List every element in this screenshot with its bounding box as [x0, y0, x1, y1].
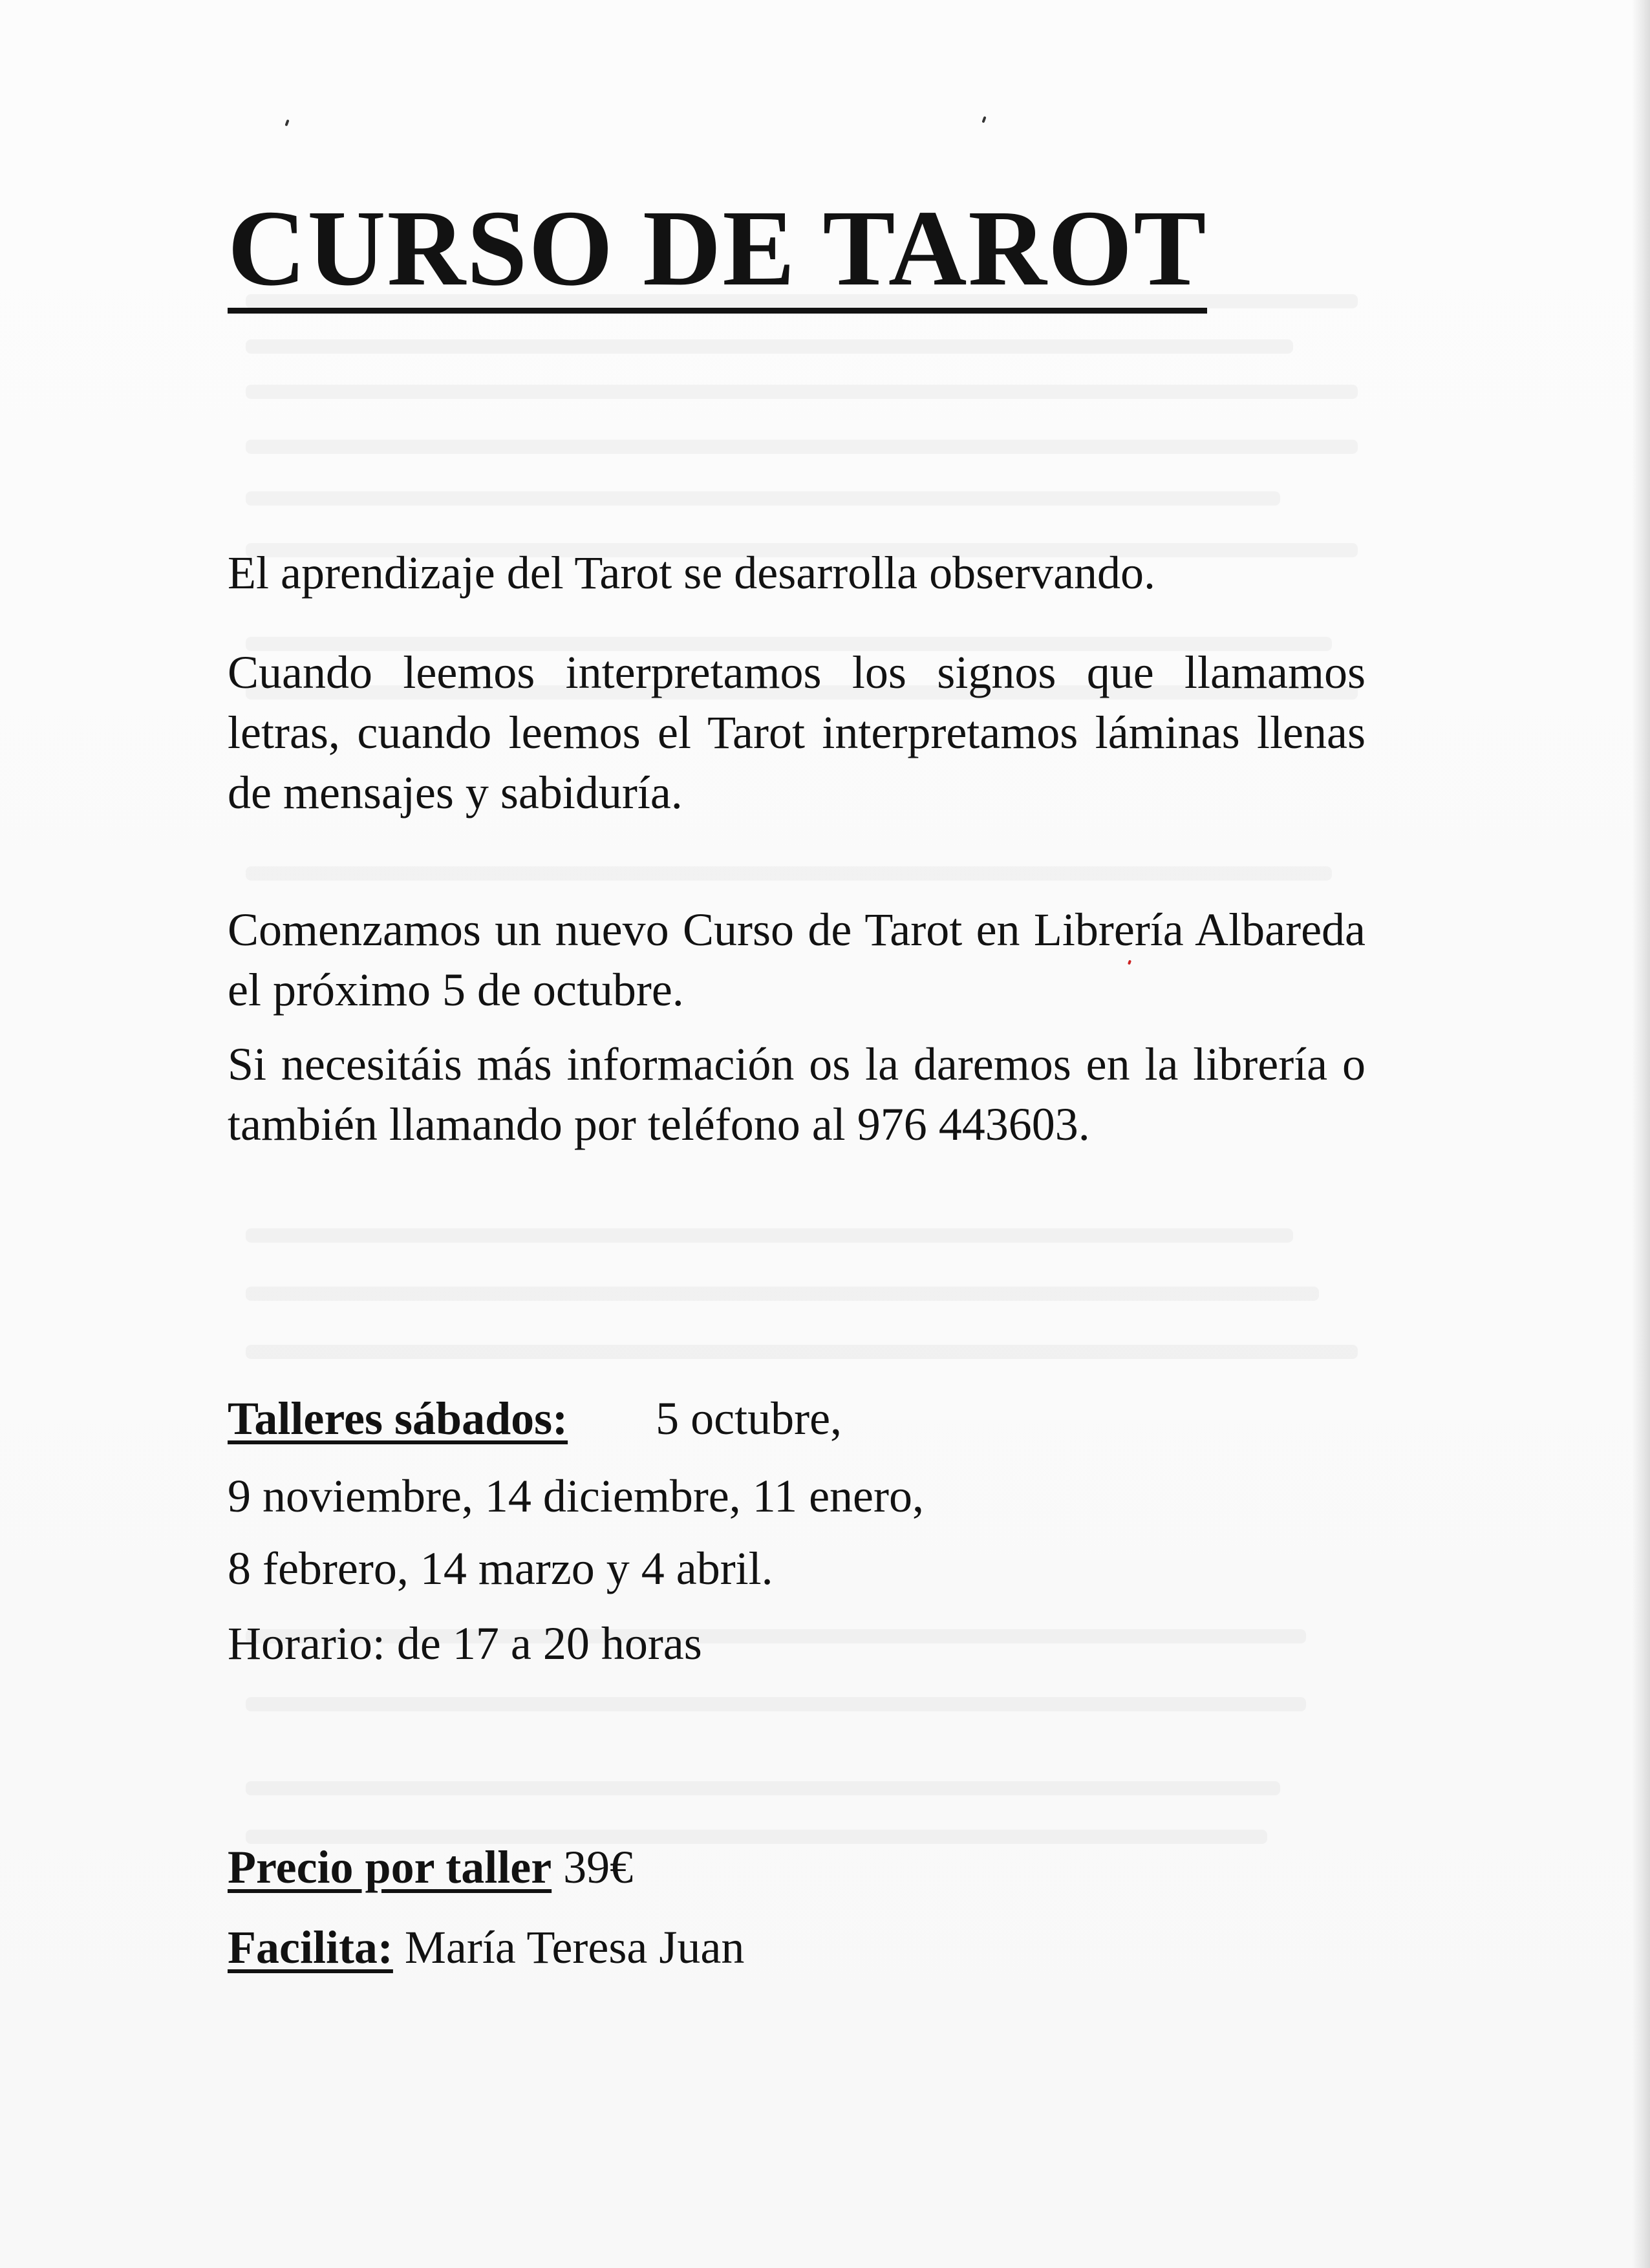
price-label: Precio por taller	[228, 1841, 552, 1893]
facilitator-label: Facilita:	[228, 1921, 393, 1973]
bleed-through-line	[246, 1781, 1280, 1795]
bleed-through-line	[246, 440, 1358, 454]
reading-paragraph: Cuando leemos interpretamos los signos que llamamos letras, cuando leemos el Tarot interpretamos láminas llenas de mensajes y sabiduría.	[228, 647, 1366, 818]
bleed-through-line	[246, 339, 1293, 354]
bleed-through-line	[246, 1228, 1293, 1243]
workshops-dates-line-3: 8 febrero, 14 marzo y 4 abril.	[228, 1543, 773, 1594]
scan-speck	[284, 120, 289, 127]
workshops-dates-line-2: 9 noviembre, 14 diciembre, 11 enero,	[228, 1470, 924, 1522]
bleed-through-line	[246, 1287, 1319, 1301]
bleed-through-line	[246, 1697, 1306, 1711]
bleed-through-line	[246, 385, 1358, 399]
workshops-line-1	[228, 1389, 842, 1449]
workshops-schedule: Horario: de 17 a 20 horas	[228, 1618, 702, 1669]
intro-paragraph: El aprendizaje del Tarot se desarrolla observando.	[228, 547, 1156, 599]
workshops-label: Talleres sábados:	[228, 1393, 568, 1444]
bleed-through-line	[246, 491, 1280, 506]
info-paragraph: Si necesitáis más información os la daremos en la librería o también llamando por teléfono al 976 443603.	[228, 1038, 1366, 1150]
price-line	[228, 1837, 633, 1898]
page-edge-shadow	[1632, 0, 1650, 2268]
scan-speck	[981, 116, 986, 123]
bleed-through-line	[246, 866, 1332, 881]
price-value: 39€	[563, 1841, 634, 1893]
facilitator-line	[228, 1918, 744, 1978]
course-paragraph: Comenzamos un nuevo Curso de Tarot en Librería Albareda el próximo 5 de octubre.	[228, 904, 1366, 1016]
bleed-through-line	[246, 1345, 1358, 1359]
facilitator-name: María Teresa Juan	[404, 1921, 745, 1973]
page-title: CURSO DE TAROT	[228, 194, 1207, 314]
workshops-first-date: 5 octubre,	[656, 1393, 842, 1444]
